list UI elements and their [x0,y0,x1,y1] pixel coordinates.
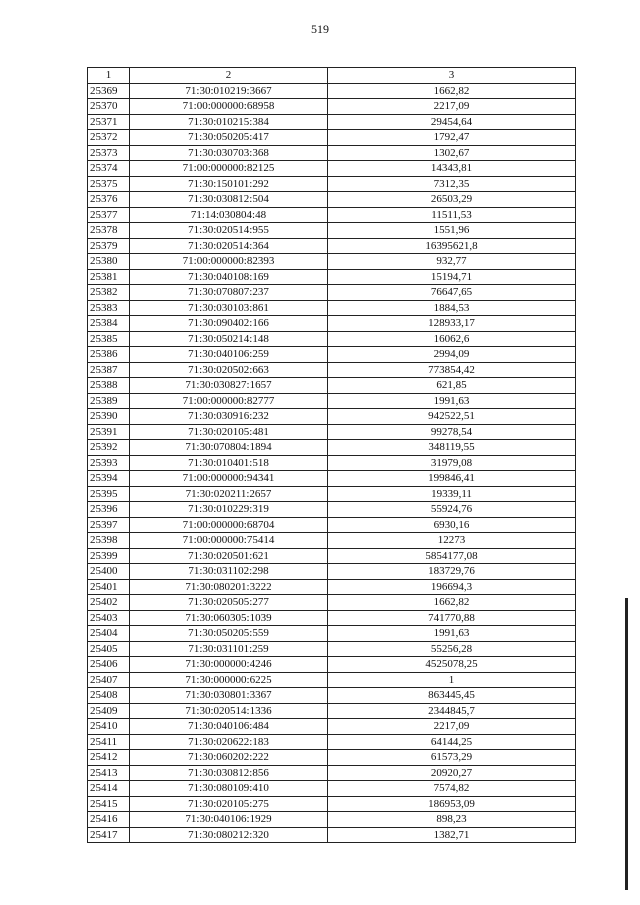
cadastral-number-cell: 71:30:050205:559 [130,626,328,642]
value-cell: 31979,08 [328,455,576,471]
cadastral-table [87,67,576,843]
value-cell: 19339,11 [328,486,576,502]
table-row [88,300,576,316]
value-cell: 932,77 [328,254,576,270]
value-cell: 12273 [328,533,576,549]
column-header-3: 3 [328,68,576,84]
page-number: 519 [311,22,329,36]
table-row [88,595,576,611]
row-number-cell: 25395 [88,486,130,502]
row-number-cell: 25397 [88,517,130,533]
row-number-cell: 25389 [88,393,130,409]
cadastral-number-cell: 71:30:040106:1929 [130,812,328,828]
table-row [88,564,576,580]
row-number-cell: 25384 [88,316,130,332]
column-header-1: 1 [88,68,130,84]
cadastral-number-cell: 71:30:060202:222 [130,750,328,766]
value-cell: 1 [328,672,576,688]
cadastral-number-cell: 71:30:030801:3367 [130,688,328,704]
table-row [88,641,576,657]
table-row [88,362,576,378]
value-cell: 1884,53 [328,300,576,316]
table-row [88,610,576,626]
row-number-cell: 25381 [88,269,130,285]
table-row [88,161,576,177]
value-cell: 20920,27 [328,765,576,781]
cadastral-number-cell: 71:30:010229:319 [130,502,328,518]
row-number-cell: 25411 [88,734,130,750]
row-number-cell: 25387 [88,362,130,378]
cadastral-number-cell: 71:30:020211:2657 [130,486,328,502]
row-number-cell: 25373 [88,145,130,161]
cadastral-number-cell: 71:00:000000:82125 [130,161,328,177]
cadastral-number-cell: 71:30:150101:292 [130,176,328,192]
value-cell: 16062,6 [328,331,576,347]
value-cell: 2217,09 [328,719,576,735]
value-cell: 621,85 [328,378,576,394]
row-number-cell: 25408 [88,688,130,704]
value-cell: 1792,47 [328,130,576,146]
cadastral-number-cell: 71:30:090402:166 [130,316,328,332]
cadastral-number-cell: 71:30:030103:861 [130,300,328,316]
row-number-cell: 25379 [88,238,130,254]
row-number-cell: 25374 [88,161,130,177]
cadastral-number-cell: 71:30:031102:298 [130,564,328,580]
value-cell: 55924,76 [328,502,576,518]
value-cell: 1662,82 [328,83,576,99]
table-row [88,254,576,270]
row-number-cell: 25378 [88,223,130,239]
value-cell: 186953,09 [328,796,576,812]
row-number-cell: 25382 [88,285,130,301]
row-number-cell: 25370 [88,99,130,115]
value-cell: 4525078,25 [328,657,576,673]
row-number-cell: 25399 [88,548,130,564]
cadastral-number-cell: 71:00:000000:82393 [130,254,328,270]
table-row [88,579,576,595]
row-number-cell: 25414 [88,781,130,797]
value-cell: 76647,65 [328,285,576,301]
cadastral-number-cell: 71:30:030703:368 [130,145,328,161]
table-row [88,114,576,130]
table-row [88,471,576,487]
table-row [88,409,576,425]
row-number-cell: 25396 [88,502,130,518]
table-row [88,781,576,797]
table-row [88,703,576,719]
row-number-cell: 25402 [88,595,130,611]
table-row [88,331,576,347]
value-cell: 898,23 [328,812,576,828]
row-number-cell: 25380 [88,254,130,270]
table-row [88,223,576,239]
value-cell: 1991,63 [328,626,576,642]
column-header-2: 2 [130,68,328,84]
row-number-cell: 25390 [88,409,130,425]
cadastral-number-cell: 71:30:070804:1894 [130,440,328,456]
cadastral-number-cell: 71:30:060305:1039 [130,610,328,626]
row-number-cell: 25376 [88,192,130,208]
cadastral-number-cell: 71:00:000000:68958 [130,99,328,115]
row-number-cell: 25392 [88,440,130,456]
table-row [88,176,576,192]
cadastral-number-cell: 71:00:000000:68704 [130,517,328,533]
row-number-cell: 25403 [88,610,130,626]
cadastral-number-cell: 71:30:030916:232 [130,409,328,425]
value-cell: 64144,25 [328,734,576,750]
row-number-cell: 25375 [88,176,130,192]
table-row [88,378,576,394]
cadastral-number-cell: 71:30:000000:4246 [130,657,328,673]
cadastral-number-cell: 71:30:050214:148 [130,331,328,347]
table-row [88,657,576,673]
table-row [88,812,576,828]
table-row [88,440,576,456]
table-row [88,207,576,223]
row-number-cell: 25410 [88,719,130,735]
value-cell: 863445,45 [328,688,576,704]
value-cell: 99278,54 [328,424,576,440]
value-cell: 196694,3 [328,579,576,595]
cadastral-number-cell: 71:30:000000:6225 [130,672,328,688]
cadastral-number-cell: 71:30:030827:1657 [130,378,328,394]
row-number-cell: 25371 [88,114,130,130]
cadastral-number-cell: 71:30:010401:518 [130,455,328,471]
row-number-cell: 25385 [88,331,130,347]
table-row [88,765,576,781]
value-cell: 1551,96 [328,223,576,239]
cadastral-number-cell: 71:30:030812:856 [130,765,328,781]
cadastral-number-cell: 71:30:020505:277 [130,595,328,611]
row-number-cell: 25400 [88,564,130,580]
table-row [88,688,576,704]
table-row [88,626,576,642]
value-cell: 199846,41 [328,471,576,487]
cadastral-number-cell: 71:30:040106:259 [130,347,328,363]
row-number-cell: 25391 [88,424,130,440]
table-row [88,827,576,843]
row-number-cell: 25416 [88,812,130,828]
table-row [88,192,576,208]
table-body [88,83,576,843]
table-row [88,393,576,409]
value-cell: 1302,67 [328,145,576,161]
value-cell: 2217,09 [328,99,576,115]
cadastral-number-cell: 71:30:020105:481 [130,424,328,440]
row-number-cell: 25404 [88,626,130,642]
value-cell: 1991,63 [328,393,576,409]
value-cell: 55256,28 [328,641,576,657]
table-row [88,424,576,440]
value-cell: 2344845,7 [328,703,576,719]
value-cell: 61573,29 [328,750,576,766]
table-row [88,347,576,363]
cadastral-number-cell: 71:30:040106:484 [130,719,328,735]
cadastral-number-cell: 71:30:020502:663 [130,362,328,378]
table-row [88,672,576,688]
table-row [88,145,576,161]
cadastral-number-cell: 71:30:080109:410 [130,781,328,797]
cadastral-number-cell: 71:30:010219:3667 [130,83,328,99]
row-number-cell: 25388 [88,378,130,394]
value-cell: 7574,82 [328,781,576,797]
row-number-cell: 25393 [88,455,130,471]
table-row [88,533,576,549]
table-header-row [88,68,576,84]
table-row [88,269,576,285]
value-cell: 15194,71 [328,269,576,285]
row-number-cell: 25405 [88,641,130,657]
cadastral-number-cell: 71:30:020514:955 [130,223,328,239]
cadastral-number-cell: 71:30:070807:237 [130,285,328,301]
value-cell: 6930,16 [328,517,576,533]
value-cell: 5854177,08 [328,548,576,564]
value-cell: 942522,51 [328,409,576,425]
table-row [88,455,576,471]
table-row [88,502,576,518]
row-number-cell: 25383 [88,300,130,316]
value-cell: 16395621,8 [328,238,576,254]
cadastral-number-cell: 71:30:080212:320 [130,827,328,843]
value-cell: 2994,09 [328,347,576,363]
cadastral-number-cell: 71:00:000000:94341 [130,471,328,487]
table-row [88,130,576,146]
row-number-cell: 25372 [88,130,130,146]
table-row [88,750,576,766]
scan-edge-line [625,598,628,890]
value-cell: 29454,64 [328,114,576,130]
row-number-cell: 25386 [88,347,130,363]
table-row [88,719,576,735]
value-cell: 1382,71 [328,827,576,843]
row-number-cell: 25409 [88,703,130,719]
row-number-cell: 25407 [88,672,130,688]
cadastral-number-cell: 71:30:020514:364 [130,238,328,254]
cadastral-number-cell: 71:14:030804:48 [130,207,328,223]
cadastral-number-cell: 71:30:050205:417 [130,130,328,146]
value-cell: 741770,88 [328,610,576,626]
table-row [88,83,576,99]
cadastral-number-cell: 71:30:010215:384 [130,114,328,130]
table-row [88,316,576,332]
table-row [88,734,576,750]
value-cell: 7312,35 [328,176,576,192]
cadastral-number-cell: 71:30:031101:259 [130,641,328,657]
row-number-cell: 25401 [88,579,130,595]
cadastral-number-cell: 71:30:020514:1336 [130,703,328,719]
value-cell: 128933,17 [328,316,576,332]
cadastral-number-cell: 71:30:020105:275 [130,796,328,812]
cadastral-number-cell: 71:30:020622:183 [130,734,328,750]
row-number-cell: 25417 [88,827,130,843]
row-number-cell: 25412 [88,750,130,766]
value-cell: 773854,42 [328,362,576,378]
row-number-cell: 25398 [88,533,130,549]
cadastral-number-cell: 71:30:020501:621 [130,548,328,564]
cadastral-number-cell: 71:00:000000:75414 [130,533,328,549]
table-row [88,285,576,301]
cadastral-number-cell: 71:00:000000:82777 [130,393,328,409]
table-row [88,99,576,115]
table-row [88,548,576,564]
cadastral-number-cell: 71:30:040108:169 [130,269,328,285]
value-cell: 183729,76 [328,564,576,580]
row-number-cell: 25377 [88,207,130,223]
value-cell: 14343,81 [328,161,576,177]
value-cell: 11511,53 [328,207,576,223]
table-row [88,517,576,533]
table-row [88,238,576,254]
value-cell: 348119,55 [328,440,576,456]
table-row [88,486,576,502]
row-number-cell: 25394 [88,471,130,487]
row-number-cell: 25415 [88,796,130,812]
row-number-cell: 25406 [88,657,130,673]
cadastral-number-cell: 71:30:030812:504 [130,192,328,208]
value-cell: 1662,82 [328,595,576,611]
row-number-cell: 25413 [88,765,130,781]
cadastral-number-cell: 71:30:080201:3222 [130,579,328,595]
value-cell: 26503,29 [328,192,576,208]
row-number-cell: 25369 [88,83,130,99]
table-row [88,796,576,812]
